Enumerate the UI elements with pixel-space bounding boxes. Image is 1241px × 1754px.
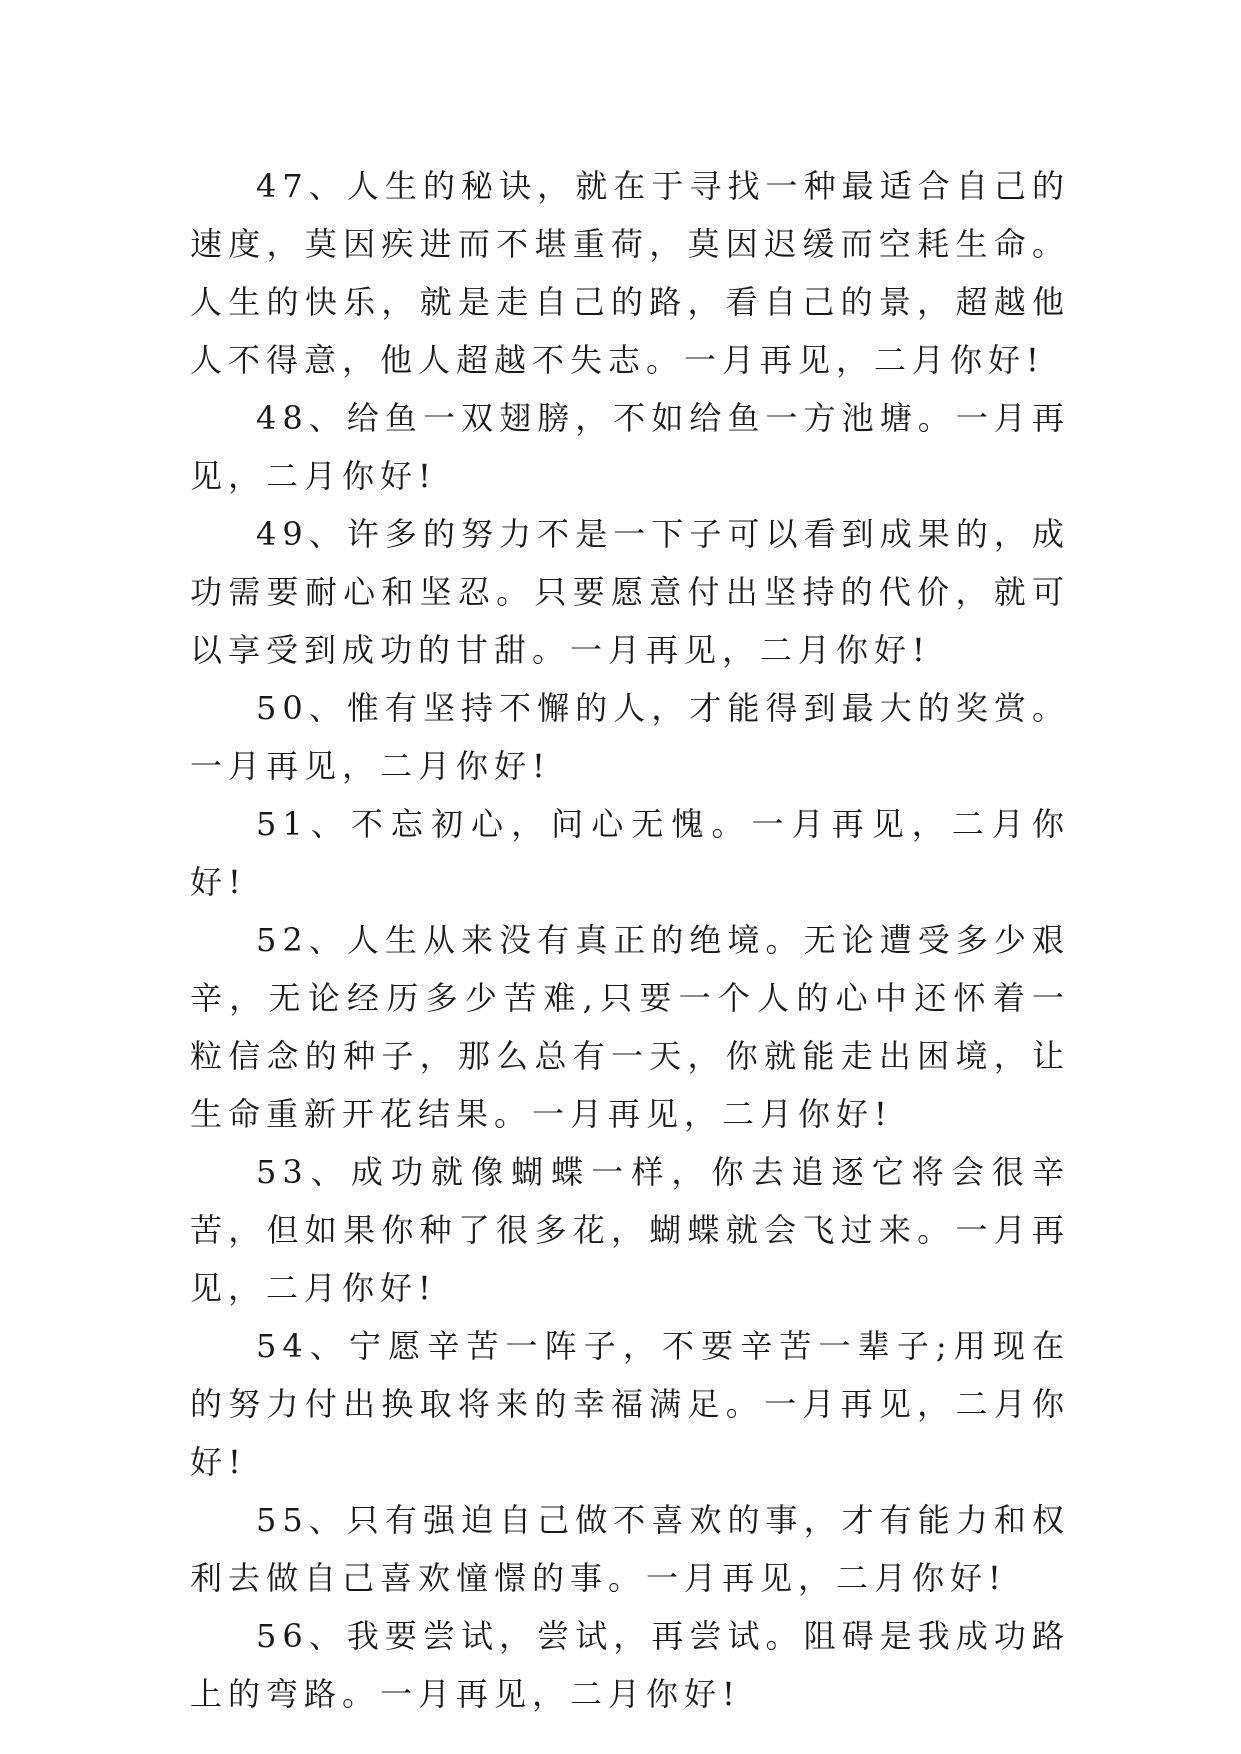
paragraph-47: 47、人生的秘诀，就在于寻找一种最适合自己的速度，莫因疾进而不堪重荷，莫因迟缓而空耗生命。人生的快乐，就是走自己的路，看自己的景，超越他人不得意，他人超越不失志。一月再见，二月你好! (190, 167, 1070, 379)
paragraph-54: 54、宁愿辛苦一阵子，不要辛苦一辈子;用现在的努力付出换取将来的幸福满足。一月再见，二月你好! (190, 1327, 1070, 1481)
paragraph-49: 49、许多的努力不是一下子可以看到成果的，成功需要耐心和坚忍。只要愿意付出坚持的代价，就可以享受到成功的甘甜。一月再见，二月你好! (190, 515, 1070, 669)
paragraph-48: 48、给鱼一双翅膀，不如给鱼一方池塘。一月再见，二月你好! (190, 399, 1070, 495)
paragraph-50: 50、惟有坚持不懈的人，才能得到最大的奖赏。一月再见，二月你好! (190, 689, 1070, 785)
paragraph-56: 56、我要尝试，尝试，再尝试。阻碍是我成功路上的弯路。一月再见，二月你好! (190, 1617, 1070, 1713)
paragraph-55: 55、只有强迫自己做不喜欢的事，才有能力和权利去做自己喜欢憧憬的事。一月再见，二月你好! (190, 1501, 1070, 1597)
paragraph-51: 51、不忘初心，问心无愧。一月再见，二月你好! (190, 805, 1070, 901)
paragraph-52: 52、人生从来没有真正的绝境。无论遭受多少艰辛，无论经历多少苦难,只要一个人的心中还怀着一粒信念的种子，那么总有一天，你就能走出困境，让生命重新开花结果。一月再见，二月你好! (190, 921, 1070, 1133)
document-body (190, 157, 1070, 1723)
paragraph-53: 53、成功就像蝴蝶一样，你去追逐它将会很辛苦，但如果你种了很多花，蝴蝶就会飞过来。一月再见，二月你好! (190, 1153, 1070, 1307)
